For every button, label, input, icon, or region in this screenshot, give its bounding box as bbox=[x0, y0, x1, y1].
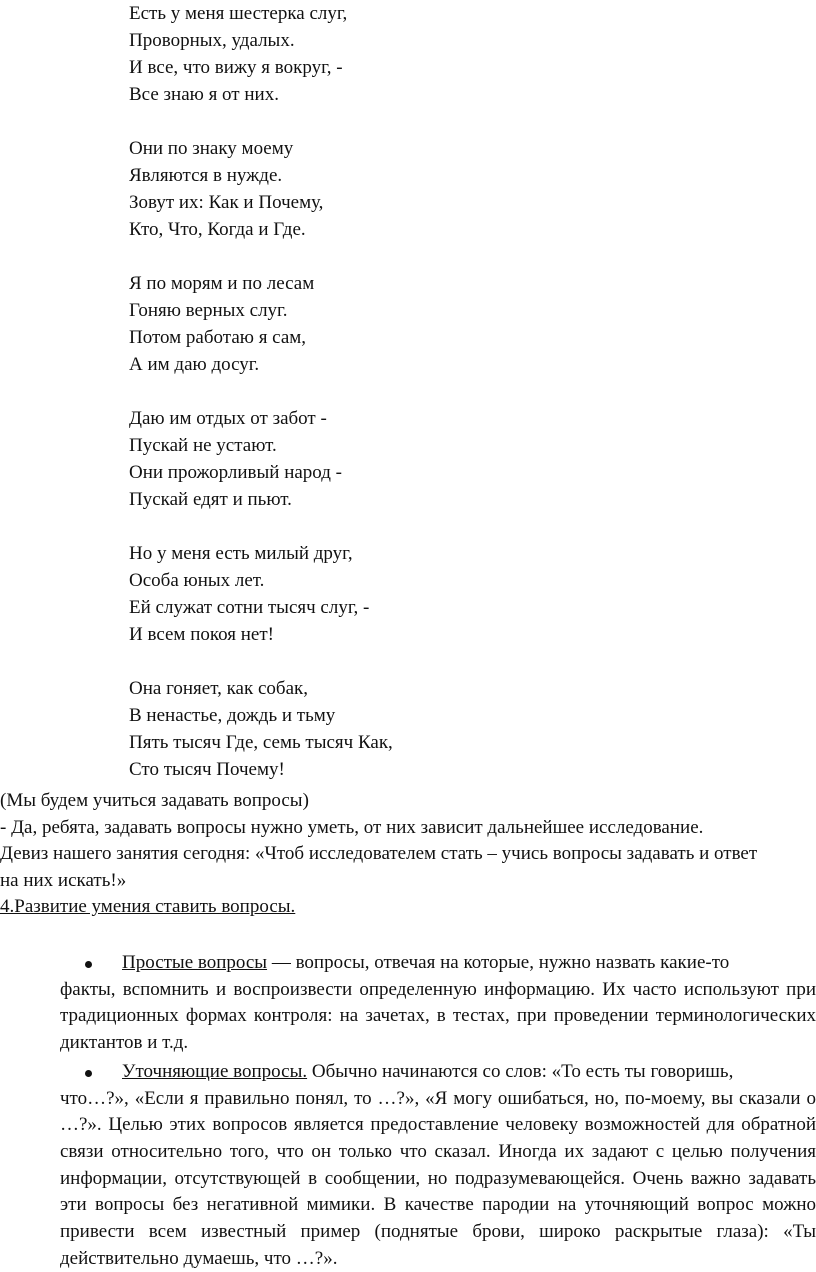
poem-line: Пускай не устают. bbox=[129, 435, 277, 456]
list-item-first-text: Обычно начинаются со слов: «То есть ты говоришь, bbox=[307, 1060, 734, 1082]
poem-line: И все, что вижу я вокруг, - bbox=[129, 57, 343, 78]
poem-line: Они по знаку моему bbox=[129, 138, 294, 159]
section-heading: 4.Развитие умения ставить вопросы. bbox=[0, 896, 296, 917]
poem-line: Сто тысяч Почему! bbox=[129, 759, 285, 780]
poem-line: Все знаю я от них. bbox=[129, 84, 279, 105]
lesson-text bbox=[0, 788, 816, 921]
poem-line: Есть у меня шестерка слуг, bbox=[129, 3, 348, 24]
poem-line: Проворных, удалых. bbox=[129, 30, 295, 51]
question-types-list bbox=[0, 950, 816, 1272]
list-item bbox=[0, 950, 816, 1057]
bullet-icon bbox=[85, 1070, 92, 1077]
list-item-text: что…?», «Если я правильно понял, то …?», «Я могу ошибаться, но, по-моему, вы сказали о …?». Целью этих вопросов является предоставление человеку возможностей для обратной связи относительно того, что он только что сказал. Иногда их задают с целью получения информации, отсутствующей в сообщении, но подразумевающейся. Очень важно задавать эти вопросы без негативной мимики. В качестве пародии на уточняющий вопрос можно привести всем известный пример (поднятые брови, широко раскрытые глаза): «Ты действительно думаешь, что …?». bbox=[60, 1087, 816, 1269]
poem-stanza bbox=[129, 540, 393, 648]
poem-line: Пять тысяч Где, семь тысяч Как, bbox=[129, 732, 393, 753]
motto-line-continued: на них искать!» bbox=[0, 869, 127, 891]
list-item-first-line bbox=[60, 1059, 816, 1086]
poem-line: И всем покоя нет! bbox=[129, 624, 274, 645]
poem-line: В ненастье, дождь и тьму bbox=[129, 705, 336, 726]
list-item-text: факты, вспомнить и воспроизвести определенную информацию. Их часто используют при традиционных формах контроля: на зачетах, в тестах, при проведении терминологических диктантов и т.д. bbox=[60, 978, 816, 1054]
poem-stanza bbox=[129, 135, 393, 243]
list-item bbox=[0, 1059, 816, 1272]
list-item-first-line bbox=[60, 950, 816, 977]
poem-line: Потом работаю я сам, bbox=[129, 327, 307, 348]
poem-line: Они прожорливый народ - bbox=[129, 462, 343, 483]
poem-stanza bbox=[129, 405, 393, 513]
poem-line: Ей служат сотни тысяч слуг, - bbox=[129, 597, 370, 618]
poem-stanza bbox=[129, 270, 393, 378]
list-item-term: Простые вопросы bbox=[122, 952, 268, 973]
poem-line: Кто, Что, Когда и Где. bbox=[129, 219, 306, 240]
lesson-note: (Мы будем учиться задавать вопросы) bbox=[0, 790, 309, 811]
poem-line: Пускай едят и пьют. bbox=[129, 489, 292, 510]
poem-line: Являются в нужде. bbox=[129, 165, 283, 186]
motto-line: Девиз нашего занятия сегодня: «Чтоб исследователем стать – учись вопросы задавать и ответ bbox=[0, 843, 758, 864]
list-item-first-text: — вопросы, отвечая на которые, нужно назвать какие-то bbox=[267, 952, 730, 973]
poem-line: Даю им отдых от забот - bbox=[129, 408, 327, 429]
poem-line: Она гоняет, как собак, bbox=[129, 678, 308, 699]
poem bbox=[129, 0, 393, 783]
poem-line: Я по морям и по лесам bbox=[129, 273, 315, 294]
poem-line: Зовут их: Как и Почему, bbox=[129, 192, 324, 213]
poem-line: А им даю досуг. bbox=[129, 354, 260, 375]
poem-line: Особа юных лет. bbox=[129, 570, 265, 591]
poem-line: Гоняю верных слуг. bbox=[129, 300, 288, 321]
poem-line: Но у меня есть милый друг, bbox=[129, 543, 353, 564]
teacher-remark: - Да, ребята, задавать вопросы нужно уметь, от них зависит дальнейшее исследование. bbox=[0, 816, 704, 838]
poem-stanza bbox=[129, 0, 393, 108]
bullet-icon bbox=[85, 961, 92, 968]
list-item-term: Уточняющие вопросы. bbox=[122, 1060, 308, 1082]
poem-stanza bbox=[129, 675, 393, 783]
